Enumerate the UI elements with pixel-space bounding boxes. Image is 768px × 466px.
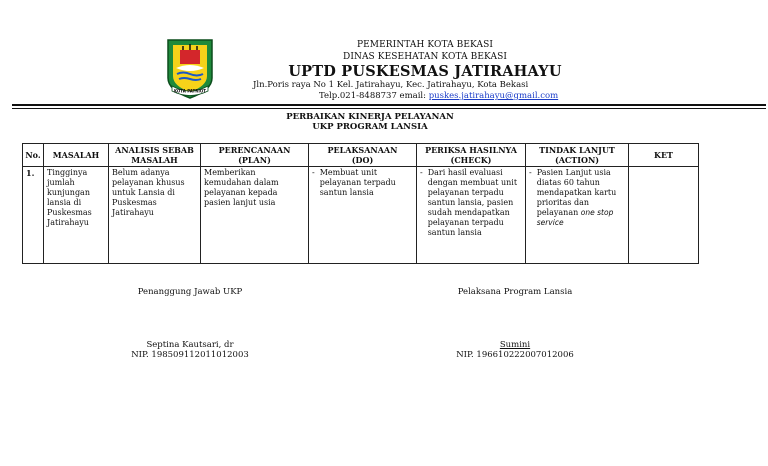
header-pelaksanaan xyxy=(309,144,417,167)
address: Jln.Poris raya No 1 Kel. Jatirahayu, Kec. Jatirahayu, Kota Bekasi xyxy=(253,80,529,90)
header-masalah: MASALAH xyxy=(44,144,109,167)
left-signature-role: Penanggung Jawab UKP xyxy=(137,287,243,297)
letterhead-line2: DINAS KESEHATAN KOTA BEKASI xyxy=(343,52,507,62)
table-row xyxy=(23,167,699,264)
right-signature-nip: NIP. 196610222007012006 xyxy=(456,350,574,360)
header-analisis-line2: MASALAH xyxy=(131,155,178,165)
title-line1: PERBAIKAN KINERJA PELAYANAN xyxy=(286,112,454,122)
left-signature-name: Septina Kautsari, dr xyxy=(146,340,234,350)
tindak-italic-text: one stop service xyxy=(536,208,614,227)
cell-analisis: Belum adanya pelayanan khusus untuk Lansia di Puskesmas Jatirahayu xyxy=(109,167,201,264)
cell-masalah: Tingginya jumlah kunjungan lansia di Puskesmas Jatirahayu xyxy=(44,167,109,264)
header-tindak-lanjut xyxy=(526,144,629,167)
right-signature-name-text: Sumini xyxy=(499,340,531,350)
phone: Telp.021-8488737 email: xyxy=(319,91,427,101)
right-signature-name xyxy=(440,340,590,350)
contact-line xyxy=(319,91,558,101)
left-signature-nip: NIP. 198509112011012003 xyxy=(131,350,249,360)
header-pelaksanaan-line2: (DO) xyxy=(351,155,374,165)
bullet-dash: - xyxy=(529,168,532,177)
header-no: No. xyxy=(23,144,44,167)
bullet-dash: - xyxy=(312,168,315,177)
header-pelaksanaan-line1: PELAKSANAAN xyxy=(327,145,398,155)
kota-bekasi-logo xyxy=(166,38,214,100)
document-title xyxy=(250,112,490,132)
header-periksa xyxy=(417,144,526,167)
header-rule-thin xyxy=(12,108,766,109)
tindak-main-text: Pasien Lanjut usia diatas 60 tahun mendapatkan kartu prioritas dan pelayanan xyxy=(536,168,617,217)
pdca-table xyxy=(22,143,699,264)
org-name: UPTD PUSKESMAS JATIRAHAYU xyxy=(288,63,562,80)
bullet-dash: - xyxy=(420,168,423,177)
header-rule-thick xyxy=(12,104,766,106)
pelaksanaan-text: Membuat unit pelayanan terpadu santun lansia xyxy=(319,168,396,197)
table-header-row xyxy=(23,144,699,167)
email-link[interactable]: puskes.jatirahayu@gmail.com xyxy=(428,91,559,101)
cell-periksa xyxy=(417,167,526,264)
header-tindak-line1: TINDAK LANJUT xyxy=(539,145,615,155)
tindak-text xyxy=(537,168,625,228)
header-ket: KET xyxy=(629,144,699,167)
cell-no: 1. xyxy=(23,167,44,264)
letterhead-line1: PEMERINTAH KOTA BEKASI xyxy=(356,40,494,50)
cell-tindak-lanjut xyxy=(526,167,629,264)
cell-ket xyxy=(629,167,699,264)
header-periksa-line2: (CHECK) xyxy=(450,155,492,165)
header-tindak-line2: (ACTION) xyxy=(554,155,600,165)
title-line2: UKP PROGRAM LANSIA xyxy=(312,122,428,132)
header-analisis xyxy=(109,144,201,167)
header-periksa-line1: PERIKSA HASILNYA xyxy=(425,145,517,155)
header-perencanaan xyxy=(201,144,309,167)
svg-text:KOTA PATRIOT: KOTA PATRIOT xyxy=(173,88,207,94)
periksa-text: Dari hasil evaluasi dengan membuat unit pelayanan terpadu santun lansia, pasien sudah mendapatkan pelayanan terpadu santun lansia xyxy=(427,168,518,237)
header-perencanaan-line1: PERENCANAAN xyxy=(218,145,291,155)
cell-perencanaan: Memberikan kemudahan dalam pelayanan kepada pasien lanjut usia xyxy=(201,167,309,264)
header-analisis-line1: ANALISIS SEBAB xyxy=(115,145,194,155)
right-signature-role: Pelaksana Program Lansia xyxy=(457,287,573,297)
cell-pelaksanaan xyxy=(309,167,417,264)
header-perencanaan-line2: (PLAN) xyxy=(238,155,271,165)
